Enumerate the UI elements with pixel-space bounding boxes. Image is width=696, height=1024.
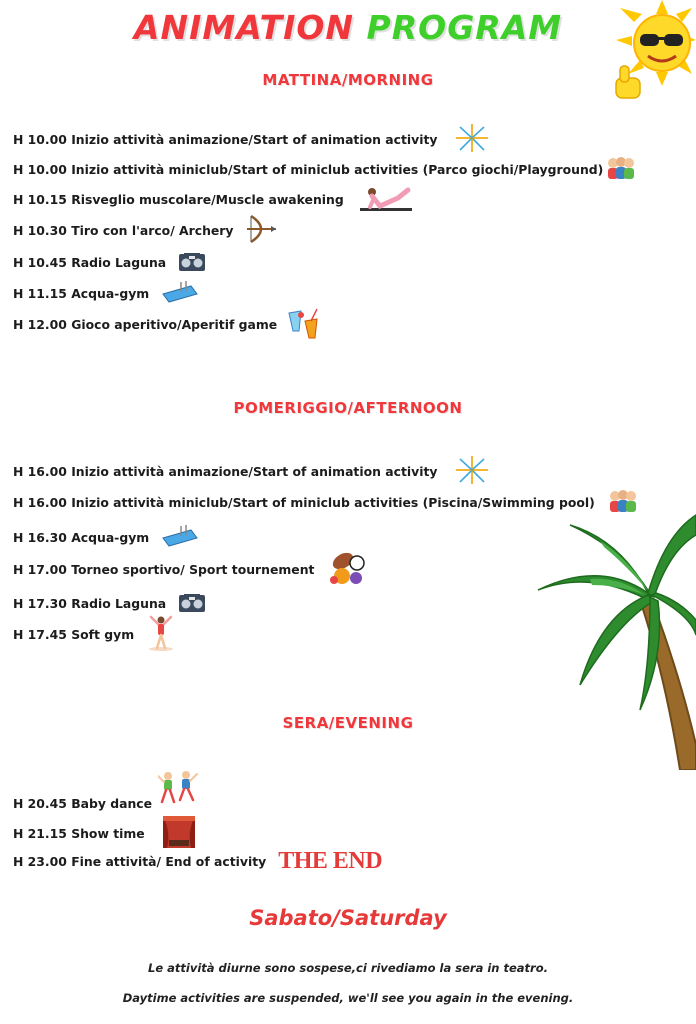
saturday-note-italian: Le attività diurne sono sospese,ci rivediamo la sera in teatro.: [148, 961, 548, 975]
schedule-item: [13, 590, 206, 616]
palm-tree-icon: [530, 505, 696, 775]
schedule-item: [13, 524, 199, 550]
dancer-icon: [146, 615, 176, 654]
schedule-item-text: H 17.00 Torneo sportivo/ Sport tournement: [13, 561, 315, 577]
title-word-animation: ANIMATION: [133, 8, 355, 47]
schedule-item-text: H 20.45 Baby dance: [13, 795, 153, 811]
schedule-item-text: H 21.15 Show time: [13, 825, 145, 841]
schedule-item-text: H 23.00 Fine attività/ End of activity: [13, 853, 267, 869]
section-heading-morning: MATTINA/MORNING: [262, 71, 434, 89]
pool-icon: [161, 524, 199, 551]
schedule-item-text: H 16.00 Inizio attività miniclub/Start of miniclub activities (Piscina/Swimming pool): [13, 494, 595, 510]
sports-balls-icon: [330, 550, 366, 589]
theater-curtain-icon: [163, 816, 195, 851]
radio-icon: [178, 250, 206, 275]
saturday-note-english: Daytime activities are suspended, we'll see you again in the evening.: [122, 991, 574, 1005]
section-heading-evening: SERA/EVENING: [282, 714, 414, 732]
schedule-item: [13, 621, 176, 647]
schedule-item: [13, 556, 366, 582]
schedule-item-text: H 17.30 Radio Laguna: [13, 595, 167, 611]
schedule-item-text: H 10.30 Tiro con l'arco/ Archery: [13, 222, 234, 238]
bow-arrow-icon: [245, 214, 277, 247]
title-word-program: PROGRAM: [366, 8, 563, 47]
schedule-item-text: H 10.15 Risveglio muscolare/Muscle awakening: [13, 191, 344, 207]
schedule-item: [13, 458, 489, 484]
schedule-item-text: H 16.30 Acqua-gym: [13, 529, 150, 545]
schedule-item: [13, 790, 198, 816]
pool-icon: [161, 280, 199, 307]
schedule-item-text: H 11.15 Acqua-gym: [13, 285, 150, 301]
schedule-item: [13, 848, 382, 874]
schedule-item: [13, 217, 277, 243]
schedule-item-text: H 10.00 Inizio attività miniclub/Start of miniclub activities (Parco giochi/Playground): [13, 161, 604, 177]
schedule-item: [13, 126, 489, 152]
yoga-icon: [358, 184, 414, 215]
schedule-item: [13, 280, 199, 306]
schedule-item: [13, 186, 414, 212]
fireworks-icon: [455, 455, 489, 488]
schedule-item-text: H 17.45 Soft gym: [13, 626, 135, 642]
schedule-item-text: H 12.00 Gioco aperitivo/Aperitif game: [13, 316, 278, 332]
radio-icon: [178, 591, 206, 616]
schedule-item: [13, 249, 206, 275]
schedule-item-text: H 10.00 Inizio attività animazione/Start of animation activity: [13, 131, 438, 147]
page-title: [0, 8, 696, 47]
schedule-item-text: H 16.00 Inizio attività animazione/Start of animation activity: [13, 463, 438, 479]
schedule-item: [13, 311, 321, 337]
saturday-heading: Sabato/Saturday: [249, 906, 447, 930]
the-end-icon: THE END: [278, 847, 383, 874]
fireworks-icon: [455, 123, 489, 156]
section-heading-afternoon: POMERIGGIO/AFTERNOON: [233, 399, 463, 417]
kids-group-icon: [605, 155, 637, 184]
sun-sunglasses-icon: [612, 0, 696, 115]
schedule-item: [13, 820, 195, 846]
schedule-item-text: H 10.45 Radio Laguna: [13, 254, 167, 270]
dancing-kids-icon: [158, 770, 198, 809]
schedule-item: [13, 156, 637, 182]
cocktail-icon: [287, 307, 321, 342]
